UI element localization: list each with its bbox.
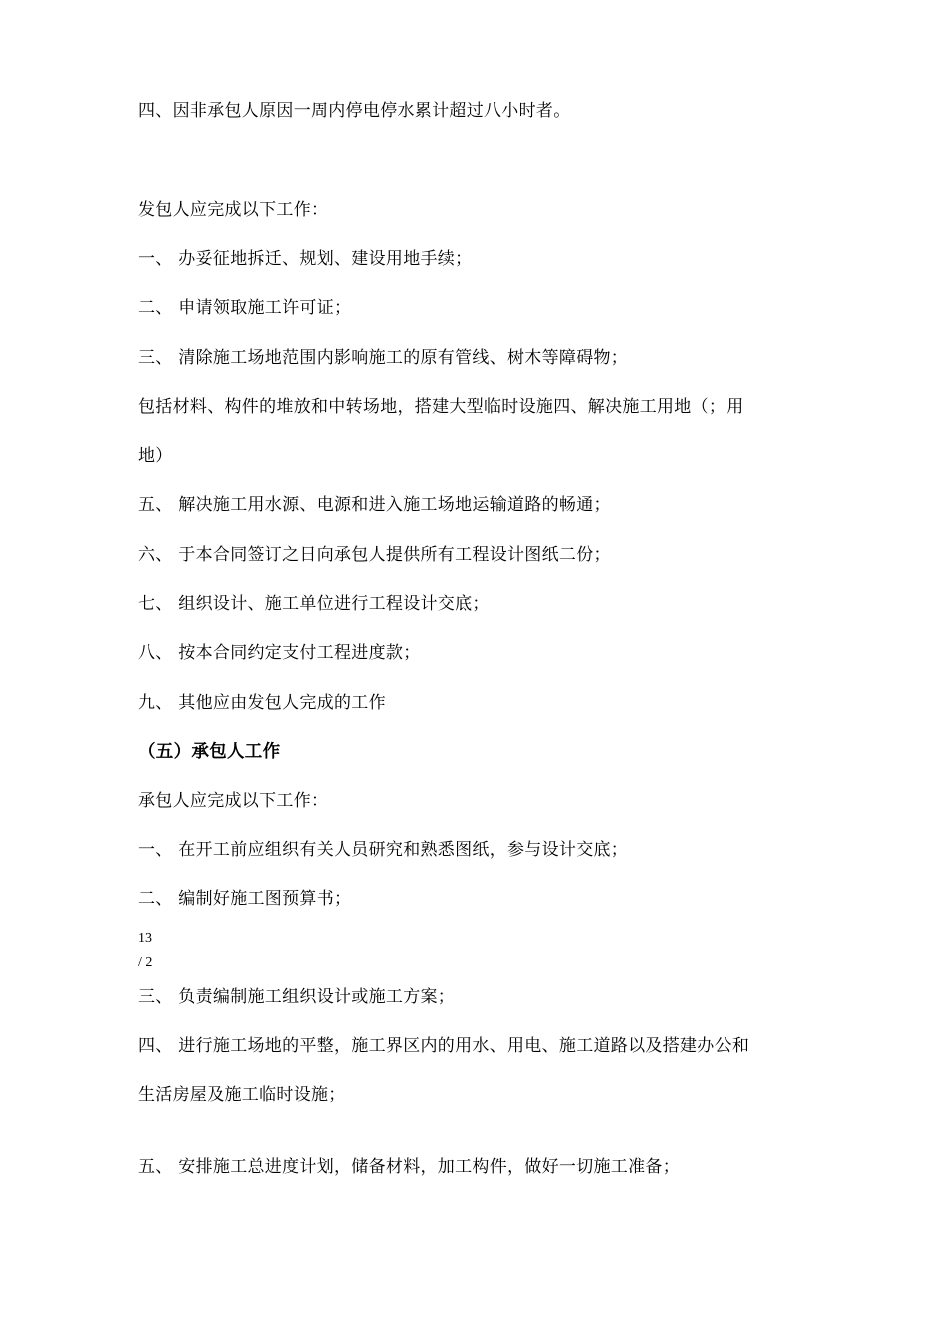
list-item: 六、 于本合同签订之日向承包人提供所有工程设计图纸二份； [138,545,611,565]
list-item: 二、 申请领取施工许可证； [138,298,352,318]
list-item: 四、 进行施工场地的平整，施工界区内的用水、用电、施工道路以及搭建办公和 [138,1036,750,1056]
list-item: 八、 按本合同约定支付工程进度款； [138,643,421,663]
list-item: 五、 解决施工用水源、电源和进入施工场地运输道路的畅通； [138,495,611,515]
section-heading: （五）承包人工作 [138,742,281,762]
list-item: 一、 办妥征地拆迁、规划、建设用地手续； [138,249,473,269]
paragraph-line: 发包人应完成以下工作： [138,200,329,220]
list-item: 七、 组织设计、施工单位进行工程设计交底； [138,594,490,614]
page-number: 13 [138,931,152,946]
list-item: 五、 安排施工总进度计划，储备材料，加工构件，做好一切施工准备； [138,1157,681,1177]
list-item: 九、 其他应由发包人完成的工作 [138,693,386,713]
list-item: 三、 清除施工场地范围内影响施工的原有管线、树木等障碍物； [138,348,629,368]
list-item: 三、 负责编制施工组织设计或施工方案； [138,987,456,1007]
paragraph-line: 四、因非承包人原因一周内停电停水累计超过八小时者。 [138,101,571,121]
paragraph-line: 包括材料、构件的堆放和中转场地，搭建大型临时设施四、解决施工用地（；用 [138,397,744,417]
paragraph-line: 承包人应完成以下工作： [138,791,329,811]
list-item: 二、 编制好施工图预算书； [138,889,352,909]
list-item: 一、 在开工前应组织有关人员研究和熟悉图纸，参与设计交底； [138,840,629,860]
paragraph-line: 地） [138,446,173,466]
paragraph-line: 生活房屋及施工临时设施； [138,1085,346,1105]
page-total: / 2 [138,955,153,970]
